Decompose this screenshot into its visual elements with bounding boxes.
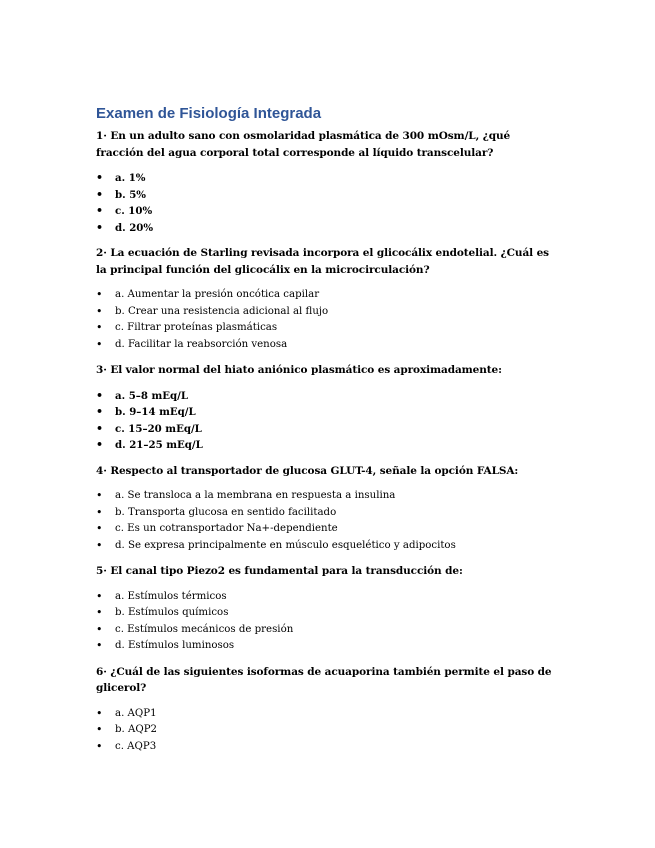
option-item: [96, 187, 556, 204]
question-6: [96, 664, 556, 756]
document-page: [96, 104, 556, 764]
option-text: d. 21–25 mEq/L: [115, 439, 203, 451]
options-list: [96, 170, 556, 236]
option-item: [96, 722, 556, 739]
option-item: [96, 505, 556, 522]
option-item: [96, 605, 556, 622]
option-item: [96, 622, 556, 639]
question-text: 3· El valor normal del hiato aniónico plasmático es aproximadamente:: [96, 364, 502, 376]
bullet-icon: •: [96, 220, 104, 234]
bullet-icon: •: [96, 522, 103, 535]
option-item: [96, 437, 556, 454]
option-item: [96, 638, 556, 655]
bullet-icon: •: [96, 187, 104, 201]
bullet-icon: •: [96, 739, 103, 753]
question-text: 1· En un adulto sano con osmolaridad plasmática de 300 mOsm/L, ¿qué fracción del agua corporal total corresponde al líquido transcelular?: [96, 130, 511, 159]
bullet-icon: •: [96, 723, 103, 736]
option-item: [96, 706, 556, 723]
option-item: [96, 203, 556, 220]
option-text: d. Facilitar la reabsorción venosa: [115, 338, 288, 350]
bullet-icon: •: [96, 706, 103, 720]
options-list: [96, 287, 556, 353]
option-text: a. Aumentar la presión oncótica capilar: [115, 289, 320, 300]
question-5: [96, 563, 556, 655]
bullet-icon: •: [96, 505, 103, 519]
options-list: [96, 488, 556, 554]
option-text: a. AQP1: [115, 707, 157, 719]
option-item: [96, 170, 556, 187]
options-list: [96, 706, 556, 756]
bullet-icon: •: [96, 421, 104, 435]
question-text: 4· Respecto al transportador de glucosa GLUT-4, señale la opción FALSA:: [96, 464, 519, 477]
bullet-icon: •: [96, 304, 103, 318]
option-text: c. Es un cotransportador Na+-dependiente: [115, 523, 338, 534]
option-text: b. Estímulos químicos: [115, 607, 229, 618]
option-text: b. AQP2: [115, 724, 158, 735]
bullet-icon: •: [96, 538, 103, 552]
option-item: [96, 287, 556, 304]
option-item: [96, 521, 556, 538]
option-text: c. Estímulos mecánicos de presión: [115, 623, 294, 635]
option-text: b. 9–14 mEq/L: [115, 406, 196, 418]
option-text: b. 5%: [115, 188, 146, 201]
option-item: [96, 589, 556, 606]
option-text: a. Estímulos térmicos: [115, 590, 227, 602]
bullet-icon: •: [96, 171, 104, 184]
option-text: b. Transporta glucosa en sentido facilitado: [115, 506, 337, 518]
bullet-icon: •: [96, 388, 104, 402]
option-item: [96, 304, 556, 321]
option-item: [96, 337, 556, 354]
option-text: a. Se transloca a la membrana en respuesta a insulina: [115, 490, 396, 501]
option-text: a. 5–8 mEq/L: [115, 389, 189, 402]
bullet-icon: •: [96, 622, 103, 636]
option-text: c. 10%: [115, 205, 153, 217]
bullet-icon: •: [96, 639, 103, 652]
options-list: [96, 589, 556, 655]
question-3: [96, 362, 556, 454]
option-text: d. Estímulos luminosos: [115, 640, 235, 651]
document-title: Examen de Fisiología Integrada: [96, 105, 322, 122]
option-text: a. 1%: [115, 172, 146, 184]
bullet-icon: •: [96, 204, 104, 217]
option-text: d. Se expresa principalmente en músculo esquelético y adipocitos: [115, 539, 456, 551]
bullet-icon: •: [96, 321, 103, 334]
option-item: [96, 220, 556, 237]
bullet-icon: •: [96, 405, 104, 418]
option-item: [96, 488, 556, 505]
question-4: [96, 463, 556, 555]
bullet-icon: •: [96, 606, 103, 619]
question-2: [96, 245, 556, 353]
question-text: 5· El canal tipo Piezo2 es fundamental para la transducción de:: [96, 565, 463, 577]
bullet-icon: •: [96, 489, 103, 502]
bullet-icon: •: [96, 288, 103, 301]
option-item: [96, 388, 556, 405]
option-text: c. 15–20 mEq/L: [115, 422, 202, 435]
option-item: [96, 421, 556, 438]
option-item: [96, 404, 556, 421]
option-item: [96, 739, 556, 756]
option-text: c. AQP3: [115, 740, 157, 752]
bullet-icon: •: [96, 438, 104, 451]
bullet-icon: •: [96, 337, 103, 351]
option-text: c. Filtrar proteínas plasmáticas: [115, 322, 278, 333]
option-item: [96, 538, 556, 555]
options-list: [96, 388, 556, 454]
question-text: 2· La ecuación de Starling revisada incorpora el glicocálix endotelial. ¿Cuál es la principal función del glicocálix en la microcirculación?: [96, 247, 549, 276]
option-text: b. Crear una resistencia adicional al flujo: [115, 305, 329, 317]
question-1: [96, 128, 556, 236]
question-text: 6· ¿Cuál de las siguientes isoformas de acuaporina también permite el paso de glicerol?: [96, 665, 552, 694]
option-text: d. 20%: [115, 221, 154, 234]
option-item: [96, 320, 556, 337]
bullet-icon: •: [96, 589, 103, 603]
